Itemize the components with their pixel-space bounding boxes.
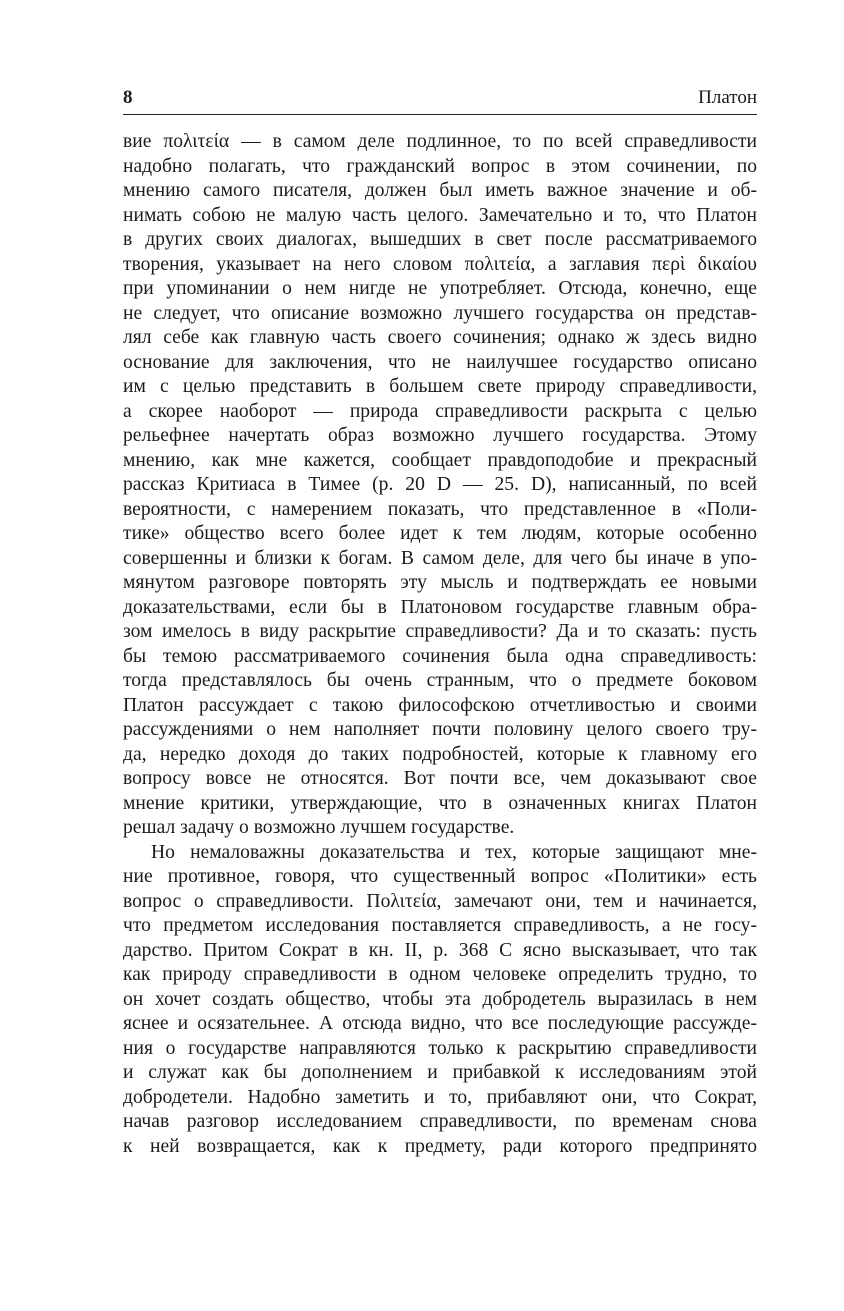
- running-title: Платон: [698, 87, 757, 108]
- paragraph-first-line: Но немаловажны доказательства и тех, которые защищают мне-: [151, 841, 757, 863]
- text-line: Платон рассуждает с такою философскою отчетливостью и своими: [123, 694, 757, 716]
- text-line: начав разговор исследованием справедливости, по временам снова: [123, 1111, 757, 1132]
- text-line: рассуждениями о нем наполняет почти половину целого своего тру-: [123, 719, 757, 740]
- text-line: тике» общество всего более идет к тем людям, которые особенно: [123, 523, 757, 544]
- text-line: основание для заключения, что не наилучшее государство описано: [123, 351, 757, 373]
- body-text: [123, 130, 757, 1159]
- text-line: при упоминании о нем нигде не употребляет. Отсюда, конечно, еще: [123, 278, 757, 299]
- text-line: бы темою рассматриваемого сочинения была одна справедливость:: [123, 645, 757, 667]
- running-head: [123, 86, 757, 110]
- text-line: и служат как бы дополнением и прибавкой к исследованиям этой: [123, 1062, 757, 1083]
- text-line: мнению самого писателя, должен был иметь важное значение и об-: [123, 180, 757, 201]
- text-line: мянутом разговоре повторять эту мысль и подтверждать ее новыми: [123, 572, 757, 593]
- text-line: что предметом исследования поставляется справедливость, а не госу-: [123, 915, 757, 936]
- text-line: надобно полагать, что гражданский вопрос в этом сочинении, по: [123, 155, 757, 177]
- text-line: яснее и осязательнее. А отсюда видно, что все последующие рассужде-: [123, 1013, 757, 1034]
- text-line: в других своих диалогах, вышедших в свет после рассматриваемого: [123, 229, 757, 250]
- text-line: совершенны и близки к богам. В самом деле, для чего бы иначе в упо-: [123, 547, 757, 569]
- text-line: доказательствами, если бы в Платоновом государстве главным обра-: [123, 596, 757, 618]
- text-line: дарство. Притом Сократ в кн. II, p. 368 С ясно высказывает, что так: [123, 939, 757, 961]
- page-number: 8: [123, 87, 133, 108]
- text-line: он хочет создать общество, чтобы эта добродетель выразилась в нем: [123, 988, 757, 1010]
- text-line: мнение критики, утверждающие, что в означенных книгах Платон: [123, 792, 757, 814]
- text-line: как природу справедливости в одном человеке определить трудно, то: [123, 964, 757, 985]
- text-line: лял себе как главную часть своего сочинения; однако ж здесь видно: [123, 327, 757, 348]
- text-line: добродетели. Надобно заметить и то, прибавляют они, что Сократ,: [123, 1086, 757, 1108]
- text-line: да, нередко доходя до таких подробностей, которые к главному его: [123, 743, 757, 765]
- text-line: нимать собою не малую часть целого. Замечательно и то, что Платон: [123, 204, 757, 226]
- text-line: к ней возвращается, как к предмету, ради которого предпринято: [123, 1135, 757, 1157]
- header-rule: [123, 114, 757, 115]
- text-line: зом имелось в виду раскрытие справедливости? Да и то сказать: пусть: [123, 621, 757, 642]
- text-line: творения, указывает на него словом πολιτεία, а заглавия περὶ δικαίου: [123, 253, 757, 275]
- text-line: рассказ Критиаса в Тимее (p. 20 D — 25. D), написанный, по всей: [123, 474, 757, 495]
- text-line: вопрос о справедливости. Πολιτεία, замечают они, тем и начинается,: [123, 890, 757, 912]
- text-line: им с целью представить в большем свете природу справедливости,: [123, 376, 757, 397]
- text-line: вопросу вовсе не относятся. Вот почти все, чем доказывают свое: [123, 768, 757, 789]
- text-line: вероятности, с намерением показать, что представленное в «Поли-: [123, 498, 757, 520]
- paragraph-last-line: решал задачу о возможно лучшем государстве.: [123, 817, 515, 838]
- text-line: не следует, что описание возможно лучшего государства он представ-: [123, 302, 757, 324]
- text-line: ния о государстве направляются только к раскрытию справедливости: [123, 1037, 757, 1059]
- text-line: ние противное, говоря, что существенный вопрос «Политики» есть: [123, 866, 757, 887]
- text-line: мнению, как мне кажется, сообщает правдоподобие и прекрасный: [123, 449, 757, 471]
- text-line: тогда представлялось бы очень странным, что о предмете боковом: [123, 670, 757, 691]
- text-line: а скорее наоборот — природа справедливости раскрыта с целью: [123, 400, 757, 422]
- text-line: вие πολιτεία — в самом деле подлинное, то по всей справедливости: [123, 131, 757, 152]
- text-line: рельефнее начертать образ возможно лучшего государства. Этому: [123, 425, 757, 446]
